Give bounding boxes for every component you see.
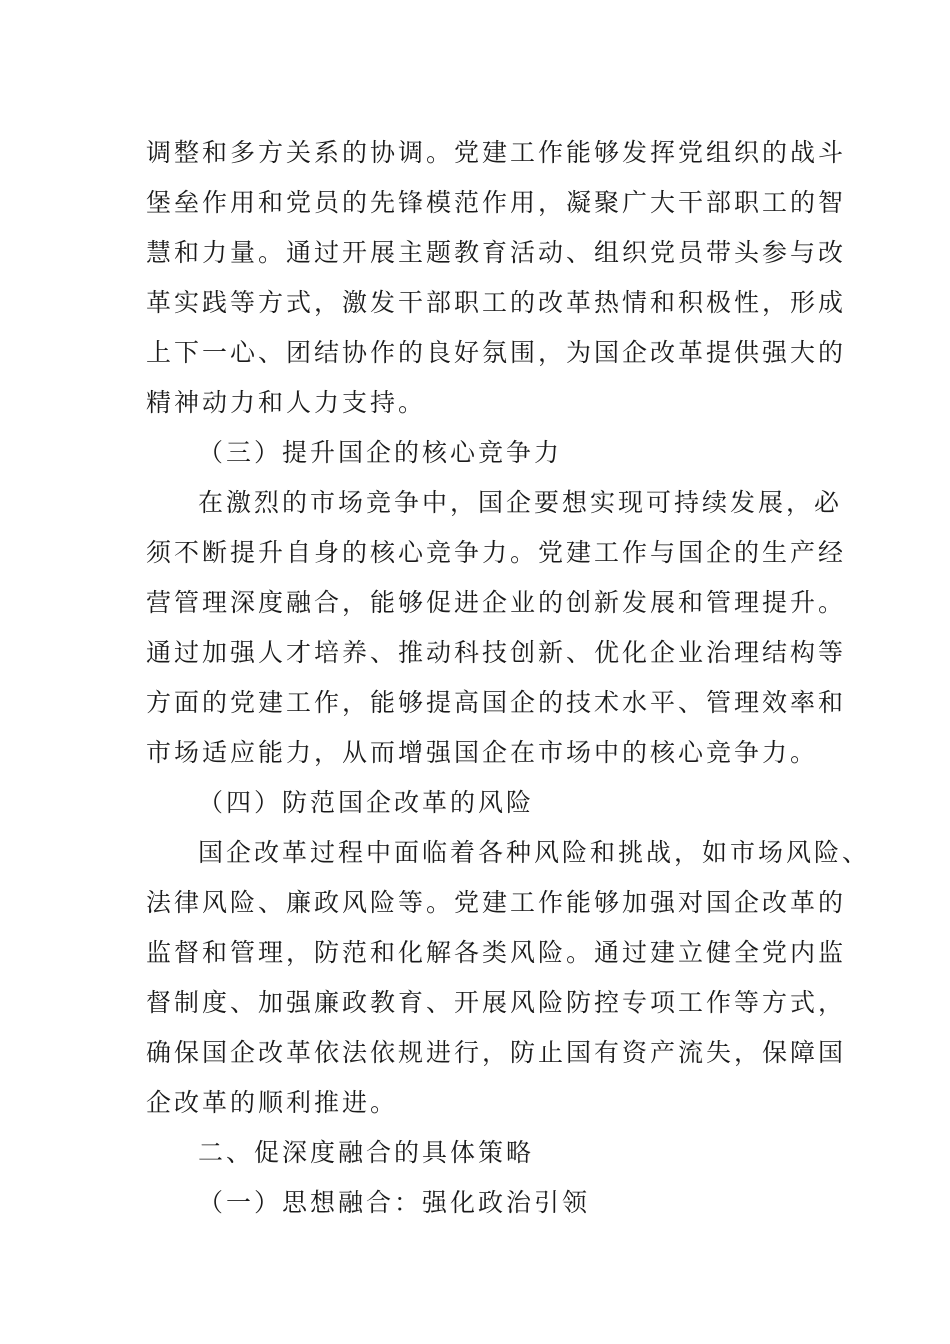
text-line: 方面的党建工作，能够提高国企的技术水平、管理效率和	[146, 688, 847, 717]
section-heading: （三）提升国企的核心竞争力	[198, 438, 563, 467]
document-body	[146, 128, 871, 1228]
paragraph-first-line: 国企改革过程中面临着各种风险和挑战，如市场风险、	[198, 838, 871, 867]
text-line: 确保国企改革依法依规进行，防止国有资产流失，保障国	[146, 1038, 847, 1067]
paragraph-first-line: 在激烈的市场竞争中，国企要想实现可持续发展，必	[198, 488, 843, 517]
text-line: 监督和管理，防范和化解各类风险。通过建立健全党内监	[146, 938, 847, 967]
text-line: 慧和力量。通过开展主题教育活动、组织党员带头参与改	[146, 238, 847, 267]
section-heading: （四）防范国企改革的风险	[198, 788, 535, 817]
text-line: 市场适应能力，从而增强国企在市场中的核心竞争力。	[146, 738, 819, 767]
text-line: 督制度、加强廉政教育、开展风险防控专项工作等方式，	[146, 988, 847, 1017]
text-line: 法律风险、廉政风险等。党建工作能够加强对国企改革的	[146, 888, 847, 917]
text-line: 精神动力和人力支持。	[146, 388, 427, 417]
text-line: 企改革的顺利推进。	[146, 1088, 399, 1117]
text-line: 调整和多方关系的协调。党建工作能够发挥党组织的战斗	[146, 138, 847, 167]
chapter-heading: 二、促深度融合的具体策略	[198, 1138, 535, 1167]
text-line: 须不断提升自身的核心竞争力。党建工作与国企的生产经	[146, 538, 847, 567]
text-line: 通过加强人才培养、推动科技创新、优化企业治理结构等	[146, 638, 847, 667]
text-line: 上下一心、团结协作的良好氛围，为国企改革提供强大的	[146, 338, 847, 367]
text-line: 革实践等方式，激发干部职工的改革热情和积极性，形成	[146, 288, 847, 317]
section-heading: （一）思想融合：强化政治引领	[198, 1188, 591, 1217]
text-line: 堡垒作用和党员的先锋模范作用，凝聚广大干部职工的智	[146, 188, 847, 217]
text-line: 营管理深度融合，能够促进企业的创新发展和管理提升。	[146, 588, 847, 617]
